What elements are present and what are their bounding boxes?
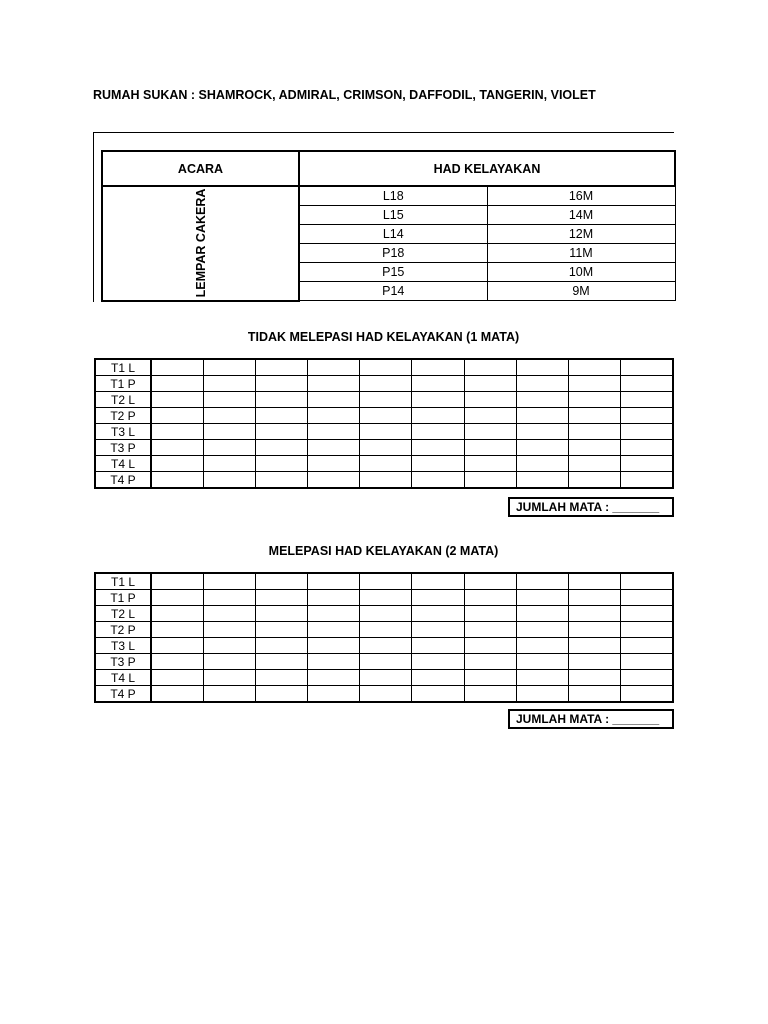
score-cell[interactable] [516, 670, 568, 686]
limit-cell: 12M [487, 225, 675, 244]
score-cell[interactable] [516, 638, 568, 654]
event-name-cell [102, 186, 299, 301]
score-cell[interactable] [360, 472, 412, 489]
score-cell[interactable] [412, 654, 464, 670]
score-cell[interactable] [516, 408, 568, 424]
grid-row [95, 686, 673, 703]
score-cell[interactable] [151, 654, 203, 670]
score-cell[interactable] [151, 590, 203, 606]
grid-row [95, 654, 673, 670]
score-cell[interactable] [203, 359, 255, 376]
score-cell[interactable] [569, 408, 621, 424]
grid-row-label: T3 L [95, 424, 151, 440]
score-cell[interactable] [412, 408, 464, 424]
score-cell[interactable] [360, 456, 412, 472]
category-cell: L14 [299, 225, 487, 244]
score-cell[interactable] [569, 573, 621, 590]
grid-row [95, 392, 673, 408]
section1-title: TIDAK MELEPASI HAD KELAYAKAN (1 MATA) [247, 330, 520, 344]
grid-row-label: T3 P [95, 654, 151, 670]
grid-row-label: T4 P [95, 686, 151, 703]
score-cell[interactable] [203, 440, 255, 456]
score-cell[interactable] [621, 376, 673, 392]
grid-row-label: T1 L [95, 359, 151, 376]
score-cell[interactable] [255, 573, 307, 590]
score-cell[interactable] [360, 392, 412, 408]
score-cell[interactable] [308, 472, 360, 489]
score-cell[interactable] [621, 424, 673, 440]
category-cell: L18 [299, 186, 487, 206]
qualification-table [101, 150, 676, 302]
score-cell[interactable] [621, 392, 673, 408]
score-cell[interactable] [621, 654, 673, 670]
limit-cell: 11M [487, 244, 675, 263]
score-cell[interactable] [569, 622, 621, 638]
section2-title: MELEPASI HAD KELAYAKAN (2 MATA) [268, 544, 499, 558]
score-cell[interactable] [255, 376, 307, 392]
score-cell[interactable] [464, 392, 516, 408]
score-cell[interactable] [255, 456, 307, 472]
section1-total: JUMLAH MATA : _______ [508, 497, 674, 517]
score-cell[interactable] [203, 392, 255, 408]
score-cell[interactable] [151, 392, 203, 408]
score-cell[interactable] [569, 392, 621, 408]
grid-row-label: T2 L [95, 392, 151, 408]
score-cell[interactable] [151, 376, 203, 392]
score-cell[interactable] [360, 424, 412, 440]
grid-row-label: T1 L [95, 573, 151, 590]
score-cell[interactable] [203, 456, 255, 472]
score-cell[interactable] [360, 590, 412, 606]
score-cell[interactable] [203, 638, 255, 654]
score-cell[interactable] [360, 670, 412, 686]
score-cell[interactable] [516, 590, 568, 606]
grid-row [95, 376, 673, 392]
score-cell[interactable] [308, 622, 360, 638]
score-cell[interactable] [255, 606, 307, 622]
score-cell[interactable] [203, 654, 255, 670]
grid-row-label: T4 L [95, 456, 151, 472]
score-cell[interactable] [569, 376, 621, 392]
score-cell[interactable] [621, 408, 673, 424]
category-cell: L15 [299, 206, 487, 225]
score-cell[interactable] [412, 573, 464, 590]
grid-row [95, 573, 673, 590]
score-cell[interactable] [412, 376, 464, 392]
score-cell[interactable] [412, 440, 464, 456]
grid-row [95, 472, 673, 489]
score-cell[interactable] [464, 622, 516, 638]
score-cell[interactable] [308, 424, 360, 440]
event-name: LEMPAR CAKERA [193, 188, 208, 298]
score-cell[interactable] [308, 573, 360, 590]
score-cell[interactable] [255, 622, 307, 638]
score-cell[interactable] [569, 456, 621, 472]
grid-row-label: T3 L [95, 638, 151, 654]
score-cell[interactable] [412, 670, 464, 686]
score-cell[interactable] [464, 686, 516, 703]
score-cell[interactable] [464, 376, 516, 392]
score-cell[interactable] [464, 472, 516, 489]
score-cell[interactable] [255, 670, 307, 686]
grid-row [95, 638, 673, 654]
score-cell[interactable] [516, 424, 568, 440]
score-cell[interactable] [464, 654, 516, 670]
score-cell[interactable] [203, 686, 255, 703]
grid-row [95, 606, 673, 622]
score-cell[interactable] [412, 472, 464, 489]
score-cell[interactable] [621, 622, 673, 638]
score-cell[interactable] [360, 686, 412, 703]
score-cell[interactable] [464, 638, 516, 654]
score-cell[interactable] [151, 638, 203, 654]
score-cell[interactable] [308, 654, 360, 670]
score-cell[interactable] [569, 590, 621, 606]
score-cell[interactable] [308, 590, 360, 606]
score-cell[interactable] [360, 440, 412, 456]
score-cell[interactable] [151, 622, 203, 638]
score-cell[interactable] [516, 440, 568, 456]
score-cell[interactable] [412, 686, 464, 703]
score-cell[interactable] [464, 606, 516, 622]
score-cell[interactable] [569, 654, 621, 670]
score-cell[interactable] [464, 573, 516, 590]
score-cell[interactable] [308, 670, 360, 686]
event-column-header: ACARA [102, 151, 299, 186]
score-cell[interactable] [464, 359, 516, 376]
limit-cell: 10M [487, 263, 675, 282]
score-cell[interactable] [621, 590, 673, 606]
score-cell[interactable] [360, 408, 412, 424]
score-cell[interactable] [569, 638, 621, 654]
score-cell[interactable] [203, 670, 255, 686]
grid-row [95, 622, 673, 638]
score-cell[interactable] [569, 606, 621, 622]
score-cell[interactable] [151, 456, 203, 472]
section2-grid [94, 572, 674, 703]
category-cell: P15 [299, 263, 487, 282]
score-cell[interactable] [360, 573, 412, 590]
grid-row [95, 456, 673, 472]
score-cell[interactable] [151, 424, 203, 440]
score-cell[interactable] [621, 638, 673, 654]
score-cell[interactable] [412, 392, 464, 408]
score-cell[interactable] [203, 622, 255, 638]
score-cell[interactable] [464, 424, 516, 440]
score-cell[interactable] [516, 359, 568, 376]
score-cell[interactable] [360, 359, 412, 376]
grid-row-label: T1 P [95, 376, 151, 392]
score-cell[interactable] [151, 686, 203, 703]
page-heading: RUMAH SUKAN : SHAMROCK, ADMIRAL, CRIMSON, DAFFODIL, TANGERIN, VIOLET [93, 88, 596, 102]
score-cell[interactable] [151, 573, 203, 590]
grid-row-label: T4 L [95, 670, 151, 686]
score-cell[interactable] [308, 686, 360, 703]
score-cell[interactable] [516, 573, 568, 590]
score-cell[interactable] [203, 408, 255, 424]
score-cell[interactable] [412, 590, 464, 606]
category-cell: P14 [299, 282, 487, 301]
score-cell[interactable] [151, 359, 203, 376]
score-cell[interactable] [151, 670, 203, 686]
score-cell[interactable] [308, 456, 360, 472]
score-cell[interactable] [621, 686, 673, 703]
score-cell[interactable] [203, 472, 255, 489]
grid-row [95, 590, 673, 606]
score-cell[interactable] [412, 622, 464, 638]
score-cell[interactable] [255, 590, 307, 606]
score-cell[interactable] [412, 456, 464, 472]
grid-row [95, 408, 673, 424]
limit-column-header: HAD KELAYAKAN [299, 151, 675, 186]
score-cell[interactable] [569, 686, 621, 703]
score-cell[interactable] [360, 606, 412, 622]
score-cell[interactable] [621, 440, 673, 456]
grid-row [95, 670, 673, 686]
score-cell[interactable] [308, 392, 360, 408]
score-cell[interactable] [621, 670, 673, 686]
score-cell[interactable] [308, 440, 360, 456]
score-cell[interactable] [255, 392, 307, 408]
score-cell[interactable] [255, 654, 307, 670]
grid-row-label: T2 L [95, 606, 151, 622]
score-cell[interactable] [464, 670, 516, 686]
score-cell[interactable] [412, 606, 464, 622]
score-cell[interactable] [203, 573, 255, 590]
score-cell[interactable] [516, 376, 568, 392]
score-cell[interactable] [464, 590, 516, 606]
score-cell[interactable] [203, 606, 255, 622]
score-cell[interactable] [569, 472, 621, 489]
score-cell[interactable] [516, 472, 568, 489]
grid-row [95, 440, 673, 456]
grid-row-label: T3 P [95, 440, 151, 456]
score-cell[interactable] [203, 376, 255, 392]
score-cell[interactable] [203, 424, 255, 440]
section2-total: JUMLAH MATA : _______ [508, 709, 674, 729]
score-cell[interactable] [412, 424, 464, 440]
score-cell[interactable] [516, 654, 568, 670]
score-cell[interactable] [516, 606, 568, 622]
score-cell[interactable] [621, 359, 673, 376]
score-cell[interactable] [255, 359, 307, 376]
score-cell[interactable] [569, 359, 621, 376]
grid-row-label: T4 P [95, 472, 151, 489]
score-cell[interactable] [255, 686, 307, 703]
score-cell[interactable] [621, 456, 673, 472]
limit-cell: 16M [487, 186, 675, 206]
score-cell[interactable] [516, 392, 568, 408]
score-cell[interactable] [255, 638, 307, 654]
score-cell[interactable] [308, 606, 360, 622]
score-cell[interactable] [516, 622, 568, 638]
score-cell[interactable] [203, 590, 255, 606]
grid-row [95, 359, 673, 376]
score-cell[interactable] [151, 408, 203, 424]
score-cell[interactable] [308, 359, 360, 376]
score-cell[interactable] [464, 440, 516, 456]
score-cell[interactable] [516, 686, 568, 703]
score-cell[interactable] [360, 622, 412, 638]
qualification-row [102, 186, 675, 206]
score-cell[interactable] [151, 440, 203, 456]
score-cell[interactable] [255, 408, 307, 424]
score-cell[interactable] [308, 376, 360, 392]
score-cell[interactable] [255, 472, 307, 489]
score-cell[interactable] [569, 440, 621, 456]
score-cell[interactable] [360, 376, 412, 392]
score-cell[interactable] [621, 472, 673, 489]
score-cell[interactable] [255, 424, 307, 440]
grid-row-label: T2 P [95, 408, 151, 424]
grid-row-label: T2 P [95, 622, 151, 638]
limit-cell: 14M [487, 206, 675, 225]
score-cell[interactable] [360, 654, 412, 670]
score-cell[interactable] [569, 670, 621, 686]
section1-grid [94, 358, 674, 489]
score-cell[interactable] [308, 638, 360, 654]
grid-row-label: T1 P [95, 590, 151, 606]
score-cell[interactable] [360, 638, 412, 654]
category-cell: P18 [299, 244, 487, 263]
limit-cell: 9M [487, 282, 675, 301]
score-cell[interactable] [621, 573, 673, 590]
score-cell[interactable] [569, 424, 621, 440]
score-cell[interactable] [464, 408, 516, 424]
score-cell[interactable] [151, 606, 203, 622]
grid-row [95, 424, 673, 440]
score-cell[interactable] [412, 359, 464, 376]
score-cell[interactable] [621, 606, 673, 622]
score-cell[interactable] [412, 638, 464, 654]
score-cell[interactable] [255, 440, 307, 456]
score-cell[interactable] [151, 472, 203, 489]
score-cell[interactable] [516, 456, 568, 472]
score-cell[interactable] [308, 408, 360, 424]
score-cell[interactable] [464, 456, 516, 472]
